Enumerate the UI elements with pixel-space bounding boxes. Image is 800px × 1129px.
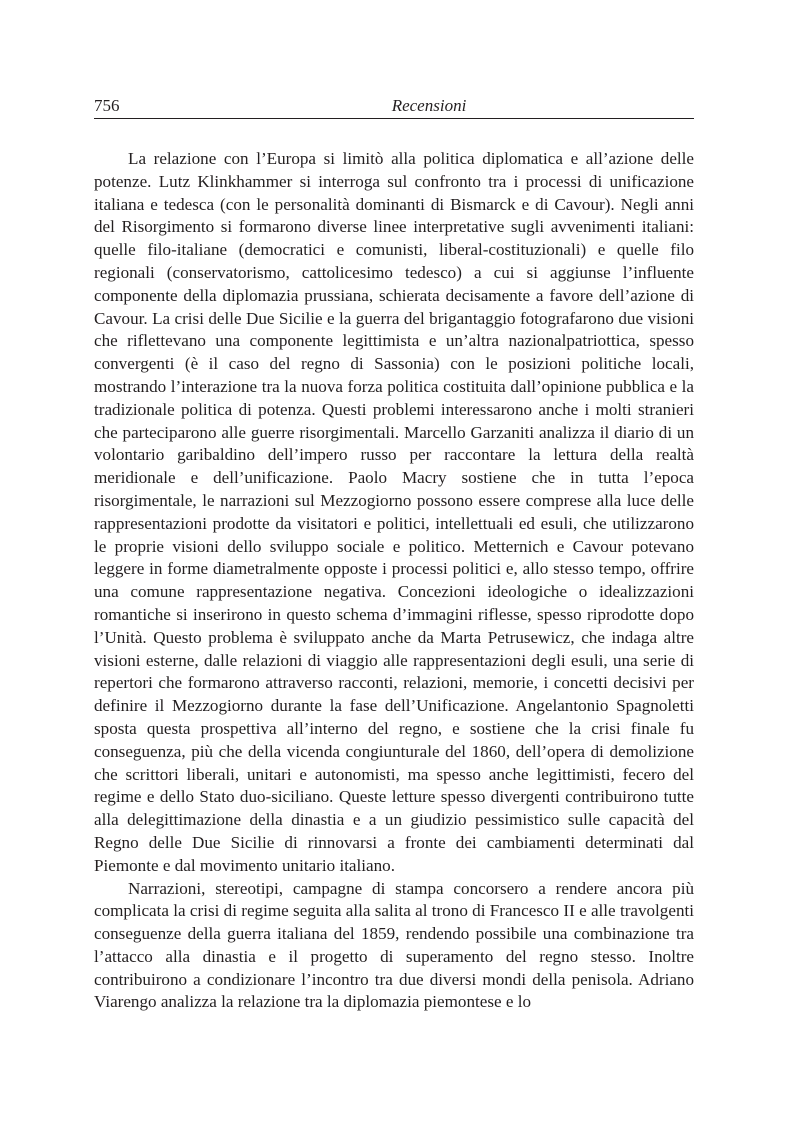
running-header <box>94 96 694 119</box>
section-title: Recensioni <box>391 96 467 115</box>
body-text <box>94 148 694 1014</box>
paragraph: Narrazioni, stereotipi, campagne di stampa concorsero a rendere ancora più complicata la crisi di regime seguita alla salita al trono di Francesco II e alle travolgenti conseguenze della guerra italiana del 1859, rendendo possibile una combinazione tra l’attacco alla dinastia e il progetto di superamento del regno stesso. Inoltre contribuirono a condizionare l’incontro tra due diversi mondi della penisola. Adriano Viarengo analizza la relazione tra la diplomazia piemontese e lo <box>94 878 694 1012</box>
paragraph: La relazione con l’Europa si limitò alla politica diplomatica e all’azione delle potenze. Lutz Klinkhammer si interroga sul confronto tra i processi di unificazione italiana e tedesca (con le personalità dominanti di Bismarck e di Cavour). Negli anni del Risorgimento si formarono diverse linee interpretative sugli avvenimenti italiani: quelle filo-italiane (democratici e comunisti, liberal-costituzionali) e quelle filo regionali (conservatorismo, cattolicesimo tedesco) a cui si aggiunse l’influente componente della diplomazia prussiana, schierata decisamente a favore dell’azione di Cavour. La crisi delle Due Sicilie e la guerra del brigantaggio fotografarono due visioni che riflettevano una componente legittimista e un’altra nazionalpatriottica, spesso convergenti (è il caso del regno di Sassonia) con le posizioni politiche locali, mostrando l’interazione tra la nuova forza politica costituita dall’opinione pubblica e la tradizionale politica di potenza. Questi problemi interessarono anche i molti stranieri che parteciparono alle guerre risorgimentali. Marcello Garzaniti analizza il diario di un volontario garibaldino dell’impero russo per raccontare la lettura della realtà meridionale e dell’unificazione. Paolo Macry sostiene che in tutta l’epoca risorgimentale, le narrazioni sul Mezzogiorno possono essere comprese alla luce delle rappresentazioni prodotte da visitatori e politici, intellettuali ed esuli, che utilizzarono le proprie visioni dello sviluppo sociale e politico. Metternich e Cavour potevano leggere in forme diametralmente opposte i processi politici e, allo stesso tempo, offrire una comune rappresentazione negativa. Concezioni ideologiche o idealizzazioni romantiche si inserirono in questo schema d’immagini riflesse, spesso riprodotte dopo l’Unità. Questo problema è sviluppato anche da Marta Petrusewicz, che indaga altre visioni esterne, dalle relazioni di viaggio alle rappresentazioni degli esuli, una serie di repertori che formarono attraverso racconti, relazioni, memorie, i concetti decisivi per definire il Mezzogiorno durante la fase dell’Unificazione. Angelantonio Spagnoletti sposta questa prospettiva all’interno del regno, e sostiene che la crisi finale fu conseguenza, più che della vicenda congiunturale del 1860, dell’opera di demolizione che scrittori liberali, unitari e autonomisti, ma spesso anche legittimisti, fecero del regime e dello Stato duo-siciliano. Queste letture spesso divergenti contribuirono tutte alla delegittimazione della dinastia e a un giudizio pessimistico sulle capacità del Regno delle Due Sicilie di rinnovarsi a fronte dei cambiamenti determinati dal Piemonte e dal movimento unitario italiano. <box>94 149 694 875</box>
page-number: 756 <box>94 96 120 115</box>
page <box>94 96 694 1014</box>
